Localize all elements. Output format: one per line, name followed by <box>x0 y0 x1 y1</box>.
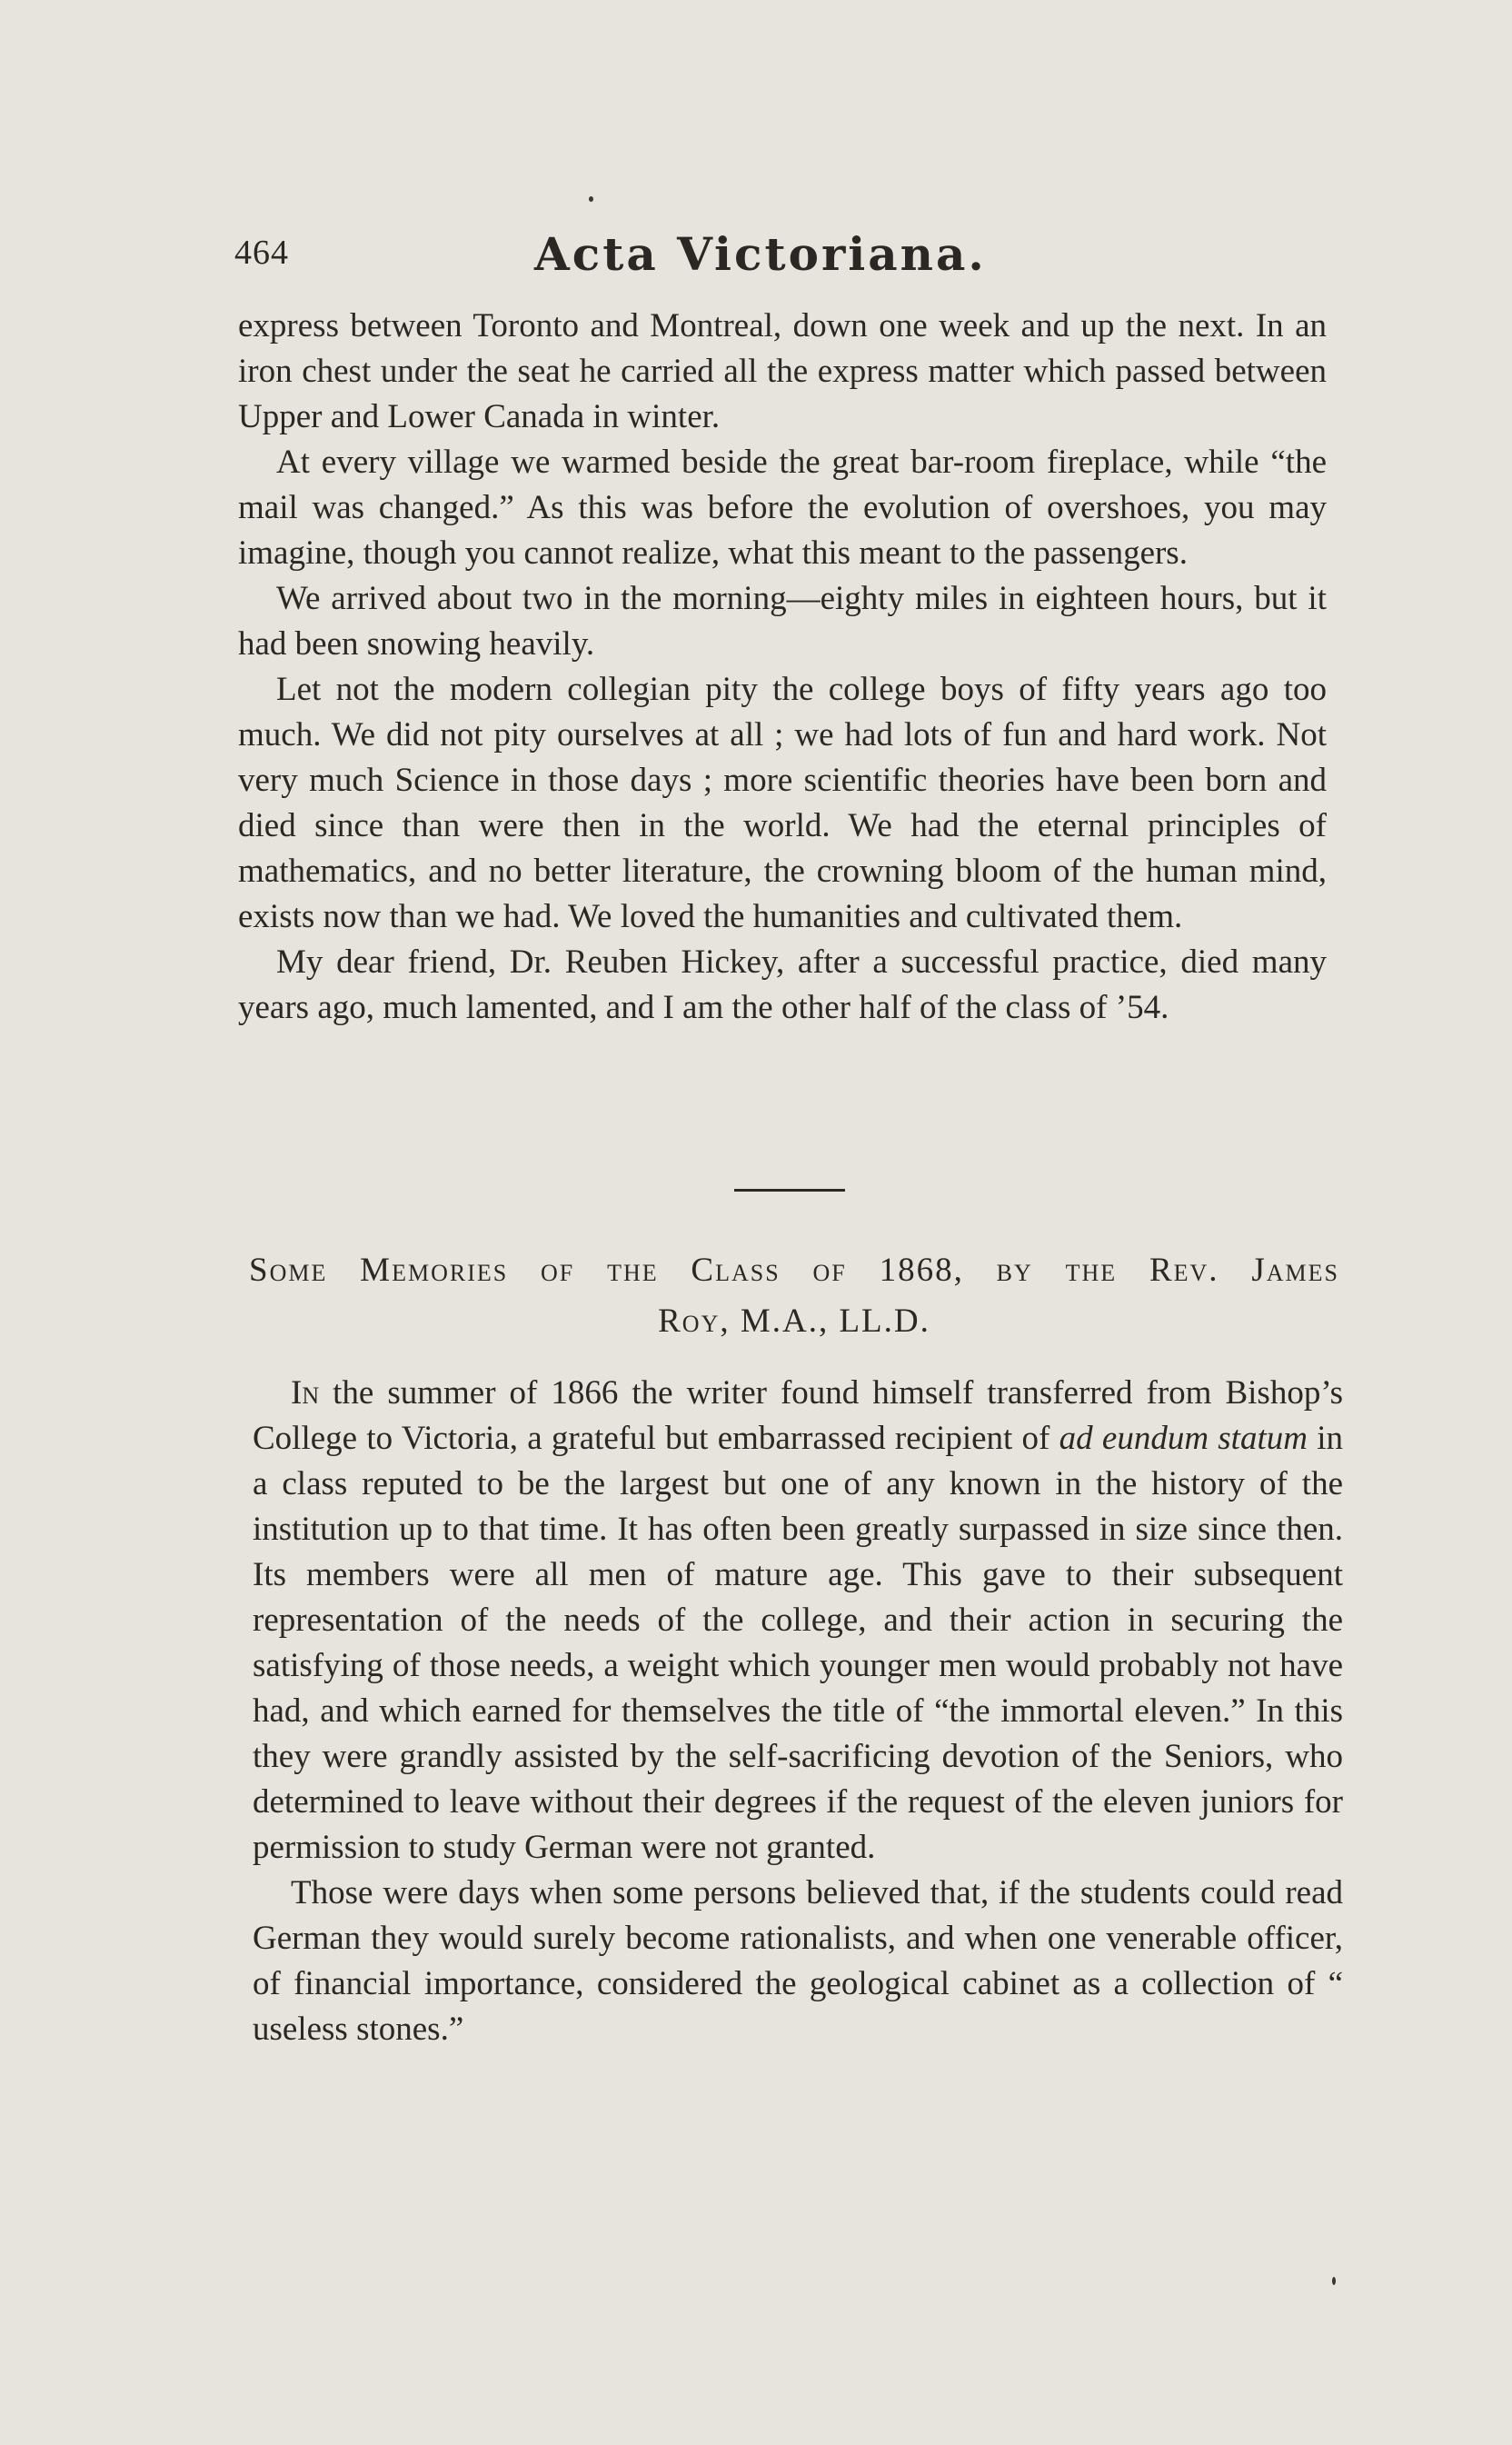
paragraph: My dear friend, Dr. Reuben Hickey, after a successful practice, died many years ago, much lamented, and I am the other half of the class of ’54. <box>238 943 1327 1026</box>
page-number: 464 <box>234 234 289 272</box>
running-head <box>234 227 1343 291</box>
paragraph <box>253 1371 1343 1871</box>
article-heading <box>249 1245 1339 1347</box>
section2-text <box>253 1371 1343 2052</box>
paragraph: We arrived about two in the morning—eighty miles in eighteen hours, but it had been snowing heavily. <box>238 580 1327 663</box>
journal-title: Acta Victoriana. <box>534 227 987 281</box>
section-divider <box>734 1189 845 1192</box>
article-heading-line-2: Roy, M.A., LL.D. <box>658 1302 930 1340</box>
paragraph-text: the summer of 1866 the writer found himself transferred from Bishop’s College to Victoria, a grateful but embarrassed recipient of <box>253 1374 1343 1457</box>
latin-phrase: ad eundum statum <box>1059 1420 1308 1457</box>
ink-speck <box>589 196 593 202</box>
paragraph: express between Toronto and Montreal, down one week and up the next. In an iron chest under the seat he carried all the express matter which passed between Upper and Lower Canada in winter. <box>238 307 1327 435</box>
paragraph: Let not the modern collegian pity the college boys of fifty years ago too much. We did not pity ourselves at all ; we had lots of fun and hard work. Not very much Science in those days ; more scientific theories have been born and died since than were then in the world. We had the eternal principles of mathematics, and no better literature, the crowning bloom of the human mind, exists now than we had. We loved the humanities and cultivated them. <box>238 671 1327 935</box>
article-heading-line-1: Some Memories of the Class of 1868, by the Rev. James <box>249 1252 1339 1289</box>
paragraph-text: in a class reputed to be the largest but one of any known in the history of the institution up to that time. It has often been greatly surpassed in size since then. Its members were all men of mature age. This gave to their subsequent representation of the needs of the college, and their action in securing the satisfying of those needs, a weight which younger men would probably not have had, and which earned for themselves the title of “the immortal eleven.” In this they were grandly assisted by the self-sacrificing devotion of the Seniors, who determined to leave without their degrees if the request of the eleven juniors for permission to study German were not granted. <box>253 1420 1344 1866</box>
ink-speck <box>1332 2277 1336 2285</box>
paragraph: Those were days when some persons believed that, if the students could read German they would surely become rationalists, and when one venerable officer, of financial importance, considered the geological cabinet as a collection of “ useless stones.” <box>253 1874 1343 2048</box>
paragraph: At every village we warmed beside the great bar-room fireplace, while “the mail was changed.” As this was before the evolution of overshoes, you may imagine, though you cannot realize, what this meant to the passengers. <box>238 444 1327 572</box>
section1-text <box>238 304 1327 1031</box>
paragraph-lead-word: In <box>291 1374 320 1412</box>
